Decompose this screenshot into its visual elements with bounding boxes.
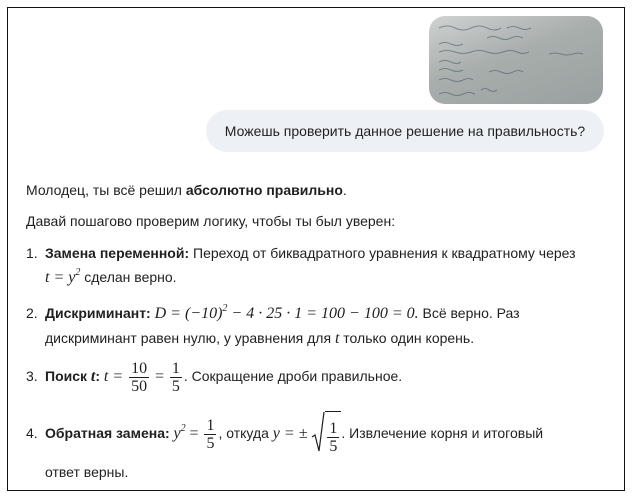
intro-bold: абсолютно правильно [185, 182, 343, 198]
item-text: Переход от биквадратного уравнения к квадратному через [193, 245, 576, 261]
item-title: Замена переменной: [45, 245, 190, 261]
list-item-1 [26, 241, 616, 290]
chat-frame [7, 7, 625, 491]
variable: t [334, 330, 340, 347]
list-number: 4. [26, 425, 38, 441]
response-intro [26, 180, 347, 200]
item-text: дискриминант равен нулю, у уравнения для [45, 330, 332, 346]
response-lead: Давай пошагово проверим логику, чтобы ты был уверен: [26, 213, 396, 229]
item-text: сделан верно. [84, 269, 177, 285]
list-item-3 [26, 356, 616, 397]
formula: $t = y^2$ [45, 267, 81, 286]
user-message-bubble [206, 110, 604, 152]
item-text: ответ верны. [45, 464, 129, 480]
list-item-4 [26, 411, 616, 482]
item-title: Обратная замена: [45, 425, 170, 442]
user-message-text: Можешь проверить данное решение на правильность? [224, 123, 586, 139]
fraction: $\frac{10}{50}$ [131, 359, 148, 395]
item-title: Дискриминант: [45, 305, 151, 321]
fraction: $\frac{1}{5}$ [206, 417, 215, 452]
list-item-2 [26, 301, 616, 351]
equals: = [154, 368, 164, 385]
radical-sign-icon [311, 411, 325, 455]
equals: = [189, 425, 199, 443]
formula: y = ± [272, 425, 308, 443]
handwritten-solution-photo-icon [429, 16, 603, 104]
fraction: $\frac{1}{5}$ [171, 359, 180, 395]
attached-photo[interactable] [429, 16, 603, 104]
item-text: . Извлечение корня и итоговый [341, 425, 544, 442]
item-text: Всё верно. Раз [422, 305, 520, 321]
formula-lhs: t = [103, 368, 124, 385]
intro-suffix: . [342, 182, 347, 198]
item-title: Поиск t: [45, 368, 101, 385]
list-number: 1. [26, 245, 38, 261]
formula: $D = (-10)^2 - 4 \cdot 25 \cdot 1 = 100 - 100 = 0$. [154, 303, 419, 322]
intro-text: Молодец, ты всё решил [26, 182, 186, 198]
item-text: . Сокращение дроби правильное. [183, 368, 403, 384]
item-text: только один корень. [343, 330, 475, 346]
item-text: , откуда [218, 425, 269, 442]
list-number: 3. [26, 368, 38, 384]
list-number: 2. [26, 305, 38, 321]
formula-lhs: $y^2$ [173, 423, 186, 443]
square-root: $\frac{1}{5}$ [311, 411, 341, 458]
